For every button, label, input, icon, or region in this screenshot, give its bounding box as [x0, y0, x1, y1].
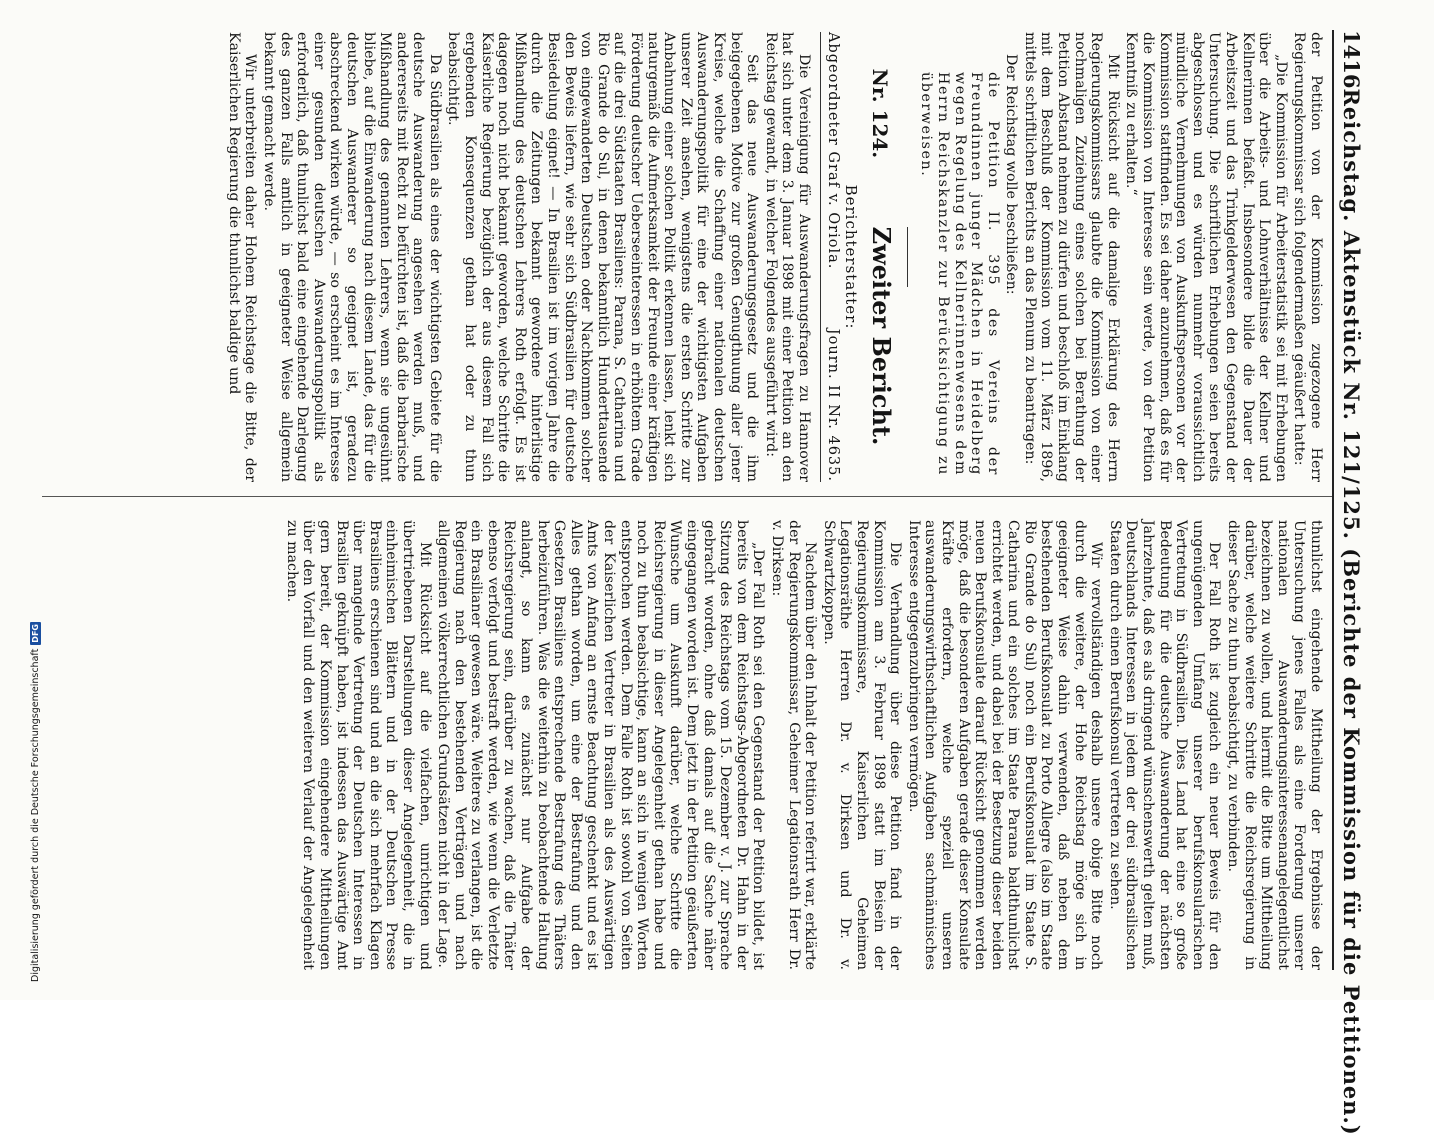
right-column — [281, 520, 1324, 970]
header-rule — [1332, 30, 1334, 970]
digitization-note — [2, 0, 41, 1000]
section-heading — [866, 32, 896, 482]
paragraph: Nachdem über den Inhalt der Petition referirt war, erklärte der Regierungskommissar, Geheimer Legationsrath Herr Dr. v. Dirksen: — [769, 520, 819, 970]
quote-paragraph: „Der Fall Roth sei den Gegenstand der Petition bildet, ist bereits von dem Reichstags-Abgeordneten Dr. Hahn in der Sitzung des Reichstags vom 15. Dezember v. J. zur Sprache gebracht worden, ohne daß damals auf die Sache näher eingegangen worden ist. Dem jetzt in der Petition geäußerten Wunsche um Auskunft darüber, welche Schritte die Reichsregierung in dieser Angelegenheit gethan habe und noch zu thun beabsichtige, kann an sich in wenigen Worten entsprochen werden. Dem Falle Roth ist sowohl von Seiten der Kaiserlichen Vertreter in Brasilien als des Auswärtigen Amts von Anfang an ernste Beachtung geschenkt und es ist Alles gethan worden, um eine der Bestrafung und den Gesetzen Brasiliens entsprechende Bestrafung des Thäters herbeizuführen. Was die weiterhin zu beobachtende Haltung anlangt, so kann es zunächst nur Aufgabe der Reichsregierung sein, darüber zu wachen, daß die Thäter ebenso verfolgt und bestraft werden, wie wenn die Verletzte ein Brasilianer gewesen wäre. Weiteres zu verlangen, ist die Regierung nach den bestehenden Verträgen und nach allgemeinen völkerrechtlichen Grundsätzen nicht in der Lage. — [435, 520, 767, 970]
running-title: Reichstag. Aktenstück Nr. 121/125. (Berichte der Kommission für die Petitionen.) — [1339, 88, 1364, 1136]
paragraph: Mit Rücksicht auf die vielfachen, unrichtigen und übertriebenen Darstellungen dieser Angelegenheit, die in einheimischen Blättern und in der Deutschen Presse Brasiliens erschienen sind und an die sich mehrfach Klagen über mangelnde Vertretung der Deutschen Interessen in Brasilien geknüpft haben, ist indessen das Auswärtige Amt gern bereit, der Kommission eingehendere Mittheilungen über den Vorfall und den weiteren Verlauf der Angelegenheit zu machen. — [283, 520, 433, 970]
paragraph: Die Vereinigung für Auswanderungsfragen zu Hannover hat sich unter dem 3. Januar 1898 mit einer Petition an den Reichstag gewandt, in welcher Folgendes ausgeführt wird: — [762, 32, 812, 482]
column-divider — [42, 496, 1332, 497]
paragraph: Mit Rücksicht auf die damalige Erklärung des Herrn Regierungskommissars glaubte die Kommission von einer nochmaligen Zuziehung eines solchen bei Berathung der Petition Abstand nehmen zu dürfen und beschloß im Einklang mit dem Beschluß der Kommission vom 11. März 1896, mittels schriftlichen Berichts an das Plenum zu beantragen: — [1021, 32, 1121, 482]
section-number: Nr. 124. — [867, 68, 892, 159]
dfg-logo-icon: DFG — [31, 624, 40, 643]
left-column — [223, 32, 1324, 482]
journal-reference: Journ. II Nr. 4635. — [824, 328, 841, 482]
rapporteur-label: Berichterstatter: — [842, 184, 861, 330]
paragraph: Seit das neue Auswanderungsgesetz und die ihm beigegebenen Motive zur großen Genugthuung aller jener Kreise, welche die Schaffung einer nationalen deutschen Auswanderungspolitik für eine der wichtigsten Aufgaben unserer Zeit ansehen, wenigstens die ersten Schritte zur Anbahnung einer solchen Politik erkennen lassen, lenkt sich naturgemäß die Aufmerksamkeit der Freunde einer kräftigen Förderung deutscher Ueberseeinteressen in erhöhtem Grade auf die drei Südstaaten Brasiliens: Parana, S. Catharina und Rio Grande do Sul, in denen bekanntlich Hunderttausende von eingewanderten Deutschen oder Nachkommen solcher den Beweis liefern, wie sehr sich Südbrasilien für deutsche Besiedelung eignet! — In Brasilien ist im vorigen Jahre die durch die Zeitungen bekannt gewordene hinterlistige Mißhandlung des deutschen Lehrers Roth erfolgt. Es ist dagegen noch nicht bekannt geworden, welche Schritte die Kaiserliche Regierung bezüglich der aus diesem Fall sich ergebenden Konsequenzen gethan hat oder zu thun beabsichtigt. — [445, 32, 761, 482]
quote-paragraph: „Die Kommission für Arbeiterstatistik sei mit Erhebungen über die Arbeits- und Lohnverhältnisse der Kellner und Kellnerinnen befaßt. Insbesondere bilde die Dauer der Arbeitszeit und das Trinkgelderwesen den Gegenstand der Untersuchung. Die schriftlichen Erhebungen seien bereits abgeschlossen und es würden nunmehr voraussichtlich mündliche Vernehmungen von Auskunftspersonen vor der Kommission stattfinden. Es sei daher anzunehmen, daß es für die Kommission von Interesse sein werde, von der Petition Kenntniß zu erhalten.“ — [1123, 32, 1289, 482]
resolution-text: die Petition II. 395 des Vereins der Freundinnen junger Mädchen in Heidelberg wegen Regelung des Kellnerinnenwesens dem Herrn Reichskanzler zur Berücksichtigung zu überweisen. — [918, 72, 1001, 476]
rapporteur-name: Abgeordneter Graf v. Oriola. — [824, 32, 841, 270]
rapporteur-line — [820, 32, 841, 482]
paragraph: Wir vervollständigen deshalb unsere obige Bitte noch durch die weitere, der Hohe Reichstag möge sich in geeigneter Weise dahin verwenden, daß neben dem bestehenden Berufskonsulat zu Porto Allegre (also im Staate Rio Grande do Sul) noch ein Berufskonsulat im Staate S. Catharina und ein solches im Staate Parana baldthunlichst errichtet werden, und dabei bei der Besetzung dieser beiden neuen Berufskonsulate darauf Rücksicht genommen werden möge, daß die besonderen Aufgaben gerade dieser Konsulate Kräfte erfordern, welche speziell unseren auswanderungswirthschaftlichen Aufgaben sachmännisches Interesse entgegenzubringen vermögen. — [905, 520, 1105, 970]
digitization-credit — [30, 0, 41, 982]
paragraph: Da Südbrasilien als eines der wichtigsten Gebiete für die deutsche Auswanderung angesehen werden muß, und andererseits mit Recht zu befürchten ist, daß die barbarische Mißhandlung des genannten Lehrers, wenn sie ungesühnt bliebe, auf die Einwanderung nach diesem Lande, das für die deutschen Auswanderer so geeignet ist, geradezu abschreckend wirken würde, — so erscheint es im Interesse einer gesunden deutschen Auswanderungspolitik als erforderlich, daß thunlichst bald eine eingehende Darlegung des ganzen Falls amtlich in geeigneter Weise allgemein bekannt gemacht werde. — [260, 32, 443, 482]
section-title: Zweiter Bericht. — [866, 226, 896, 446]
credit-text: Digitalisierung gefördert durch die Deutsche Forschungsgemeinschaft — [30, 648, 41, 982]
paragraph: Die Verhandlung über diese Petition fand in der Kommission am 3. Februar 1898 statt im Beisein der Regierungskommissare, Kaiserlichen Geheimen Legationsräthe Herren Dr. v. Dirksen und Dr. v. Schwartzkoppen. — [820, 520, 904, 970]
paragraph: der Petition von der Kommission zugezogene Herr Regierungskommissar sich folgendermaßen geäußert hatte: — [1291, 32, 1324, 482]
paragraph: thunlichst eingehende Mittheilung der Ergebnisse der Untersuchung jenes Falles als eine Forderung unserer nationalen Auswanderungsinteressenangelegentlichst bezeichnen zu wollen, und hiermit die Bitte um Mittheilung darüber, welche weitere Schritte die Reichsregierung in dieser Sache zu thun beabsichtigt, zu verbinden. — [1225, 520, 1324, 970]
page-header — [1339, 30, 1379, 1136]
separator — [907, 227, 908, 287]
paragraph: Wir unterbreiten daher Hohem Reichstage die Bitte, der Kaiserlichen Regierung die thunlichst baldige und — [225, 32, 259, 482]
page-number: 1416 — [1339, 30, 1364, 89]
paragraph: Der Reichstag wolle beschließen: — [1003, 54, 1020, 295]
paragraph: Der Fall Roth ist zugleich ein neuer Beweis für den ungenügenden Umfang unserer berufskonsularischen Vertretung in Südbrasilien. Dies Land hat eine so große Bedeutung für die deutsche Auswanderung der nächsten Jahrzehnte, daß es als dringend wünschenswerth gelten muß, Deutschlands Interessen in jedem der drei südbrasilischen Staaten durch einen Berufskonsul vertreten zu sehen. — [1106, 520, 1223, 970]
